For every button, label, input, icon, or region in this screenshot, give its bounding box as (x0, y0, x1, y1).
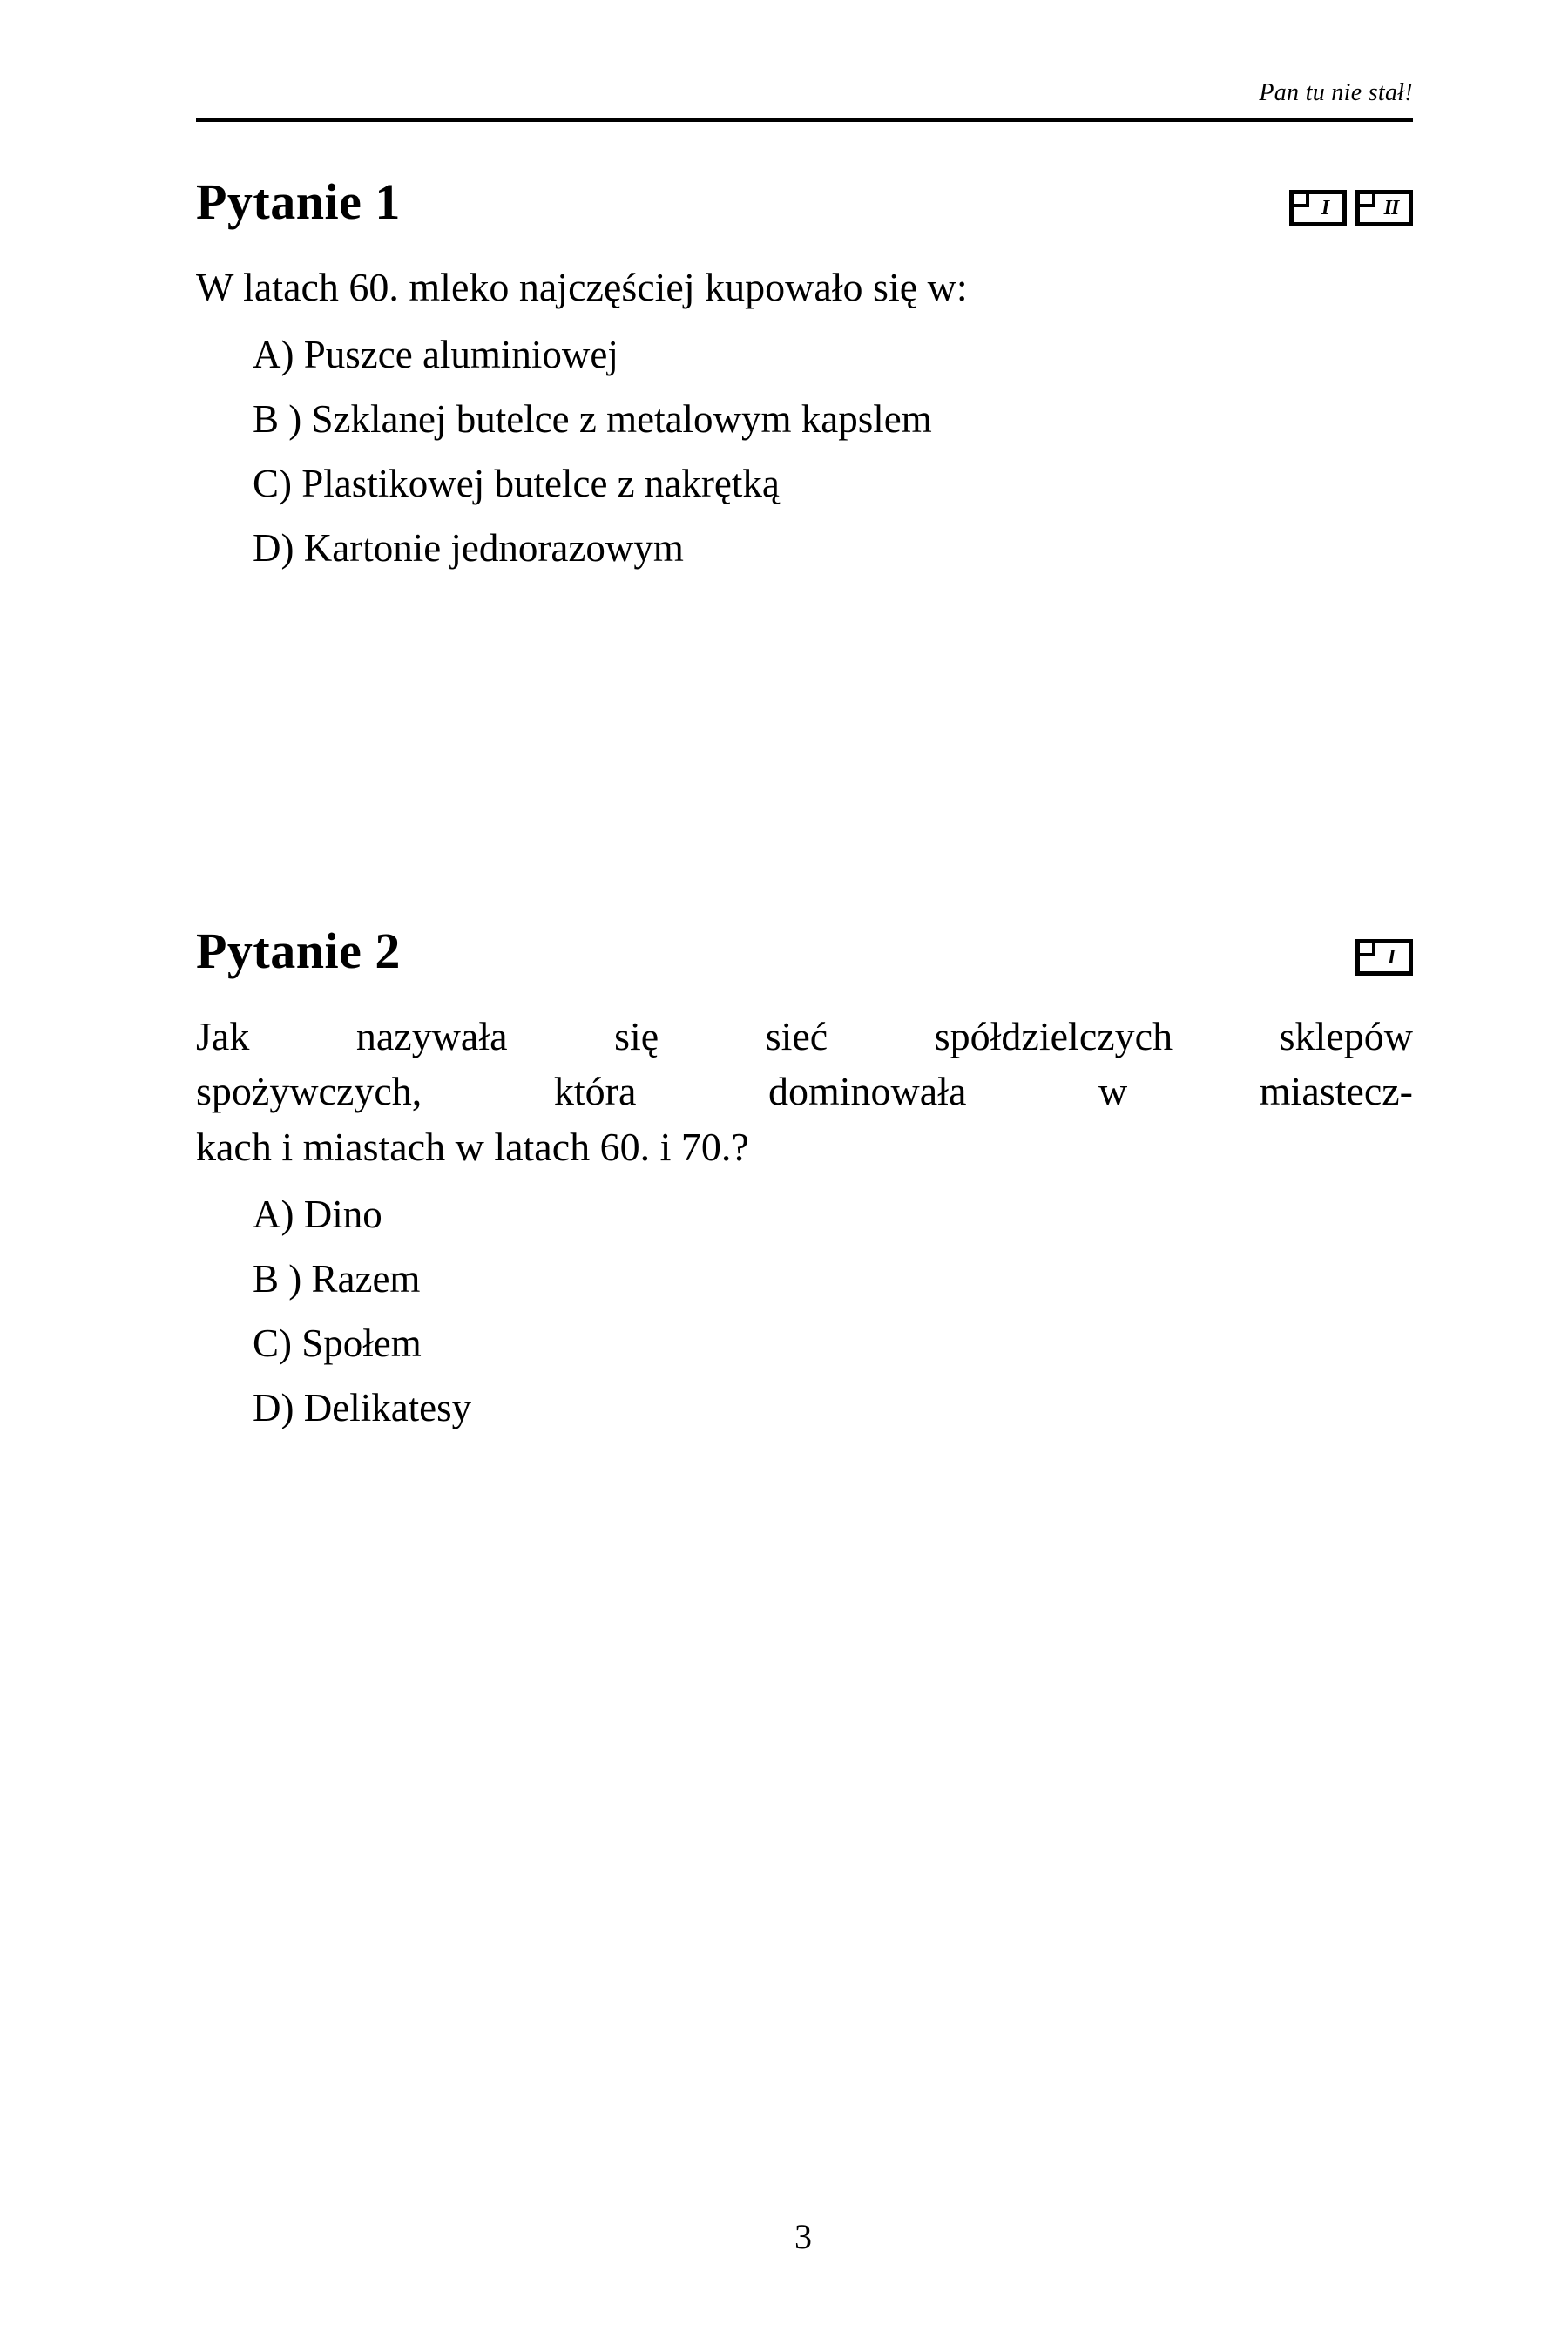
prompt-word: sieć (765, 1014, 828, 1058)
question-1-prompt-line: W latach 60. mleko najczęściej kupowało się w: (196, 265, 968, 309)
prompt-word: nazywała (355, 1014, 508, 1058)
question-2-title: Pytanie 2 (196, 923, 401, 979)
badge-notch-icon (1360, 194, 1375, 207)
question-1-prompt (196, 260, 1413, 314)
prompt-word: się (614, 1014, 659, 1058)
answer-option-a[interactable]: A) Puszce aluminiowej (253, 333, 618, 377)
question-2-answers (253, 1195, 1413, 1428)
badge-notch-icon (1360, 943, 1375, 956)
badge-label: II (1383, 197, 1399, 220)
answer-option-a[interactable]: A) Dino (253, 1193, 382, 1237)
answer-option-c[interactable]: C) Społem (253, 1321, 422, 1366)
question-2-prompt-line-1 (196, 1009, 1413, 1064)
question-1-badges (1289, 190, 1413, 226)
badge-label: I (1387, 946, 1396, 969)
prompt-word: która (553, 1069, 637, 1114)
difficulty-badge-1 (1289, 190, 1347, 226)
question-1-answers (253, 333, 1413, 571)
answer-option-c[interactable]: C) Plastikowej butelce z nakrętką (253, 462, 780, 506)
question-2-header (196, 923, 1413, 986)
question-2-prompt-line-3: kach i miastach w latach 60. i 70.? (196, 1124, 749, 1169)
question-2-prompt-line-2 (196, 1064, 1413, 1119)
prompt-word: miastecz- (1259, 1069, 1413, 1114)
question-1 (196, 174, 1413, 582)
prompt-word: w (1098, 1069, 1128, 1114)
prompt-word: dominowała (767, 1069, 967, 1114)
prompt-word: spożywczych, (196, 1069, 422, 1114)
header-rule (196, 118, 1413, 122)
question-2 (196, 923, 1413, 1442)
answer-option-b[interactable]: B ) Razem (253, 1257, 421, 1301)
answer-option-d[interactable]: D) Kartonie jednorazowym (253, 526, 684, 571)
prompt-word: Jak (196, 1014, 250, 1058)
answer-option-d[interactable]: D) Delikatesy (253, 1386, 472, 1430)
prompt-word: sklepów (1279, 1014, 1413, 1058)
question-2-badges (1355, 939, 1413, 976)
difficulty-badge-1 (1355, 939, 1413, 976)
answer-option-b[interactable]: B ) Szklanej butelce z metalowym kapslem (253, 397, 932, 442)
question-1-title: Pytanie 1 (196, 173, 401, 230)
running-title: Pan tu nie stał! (1259, 79, 1413, 106)
prompt-word: spółdzielczych (934, 1014, 1173, 1058)
badge-notch-icon (1294, 194, 1309, 207)
page-number-value: 3 (794, 2217, 812, 2256)
question-2-prompt (196, 1009, 1413, 1174)
page-number (0, 2217, 1568, 2256)
badge-label: I (1321, 197, 1329, 220)
difficulty-badge-2 (1355, 190, 1413, 226)
page-header (196, 80, 1413, 122)
question-1-header (196, 174, 1413, 237)
